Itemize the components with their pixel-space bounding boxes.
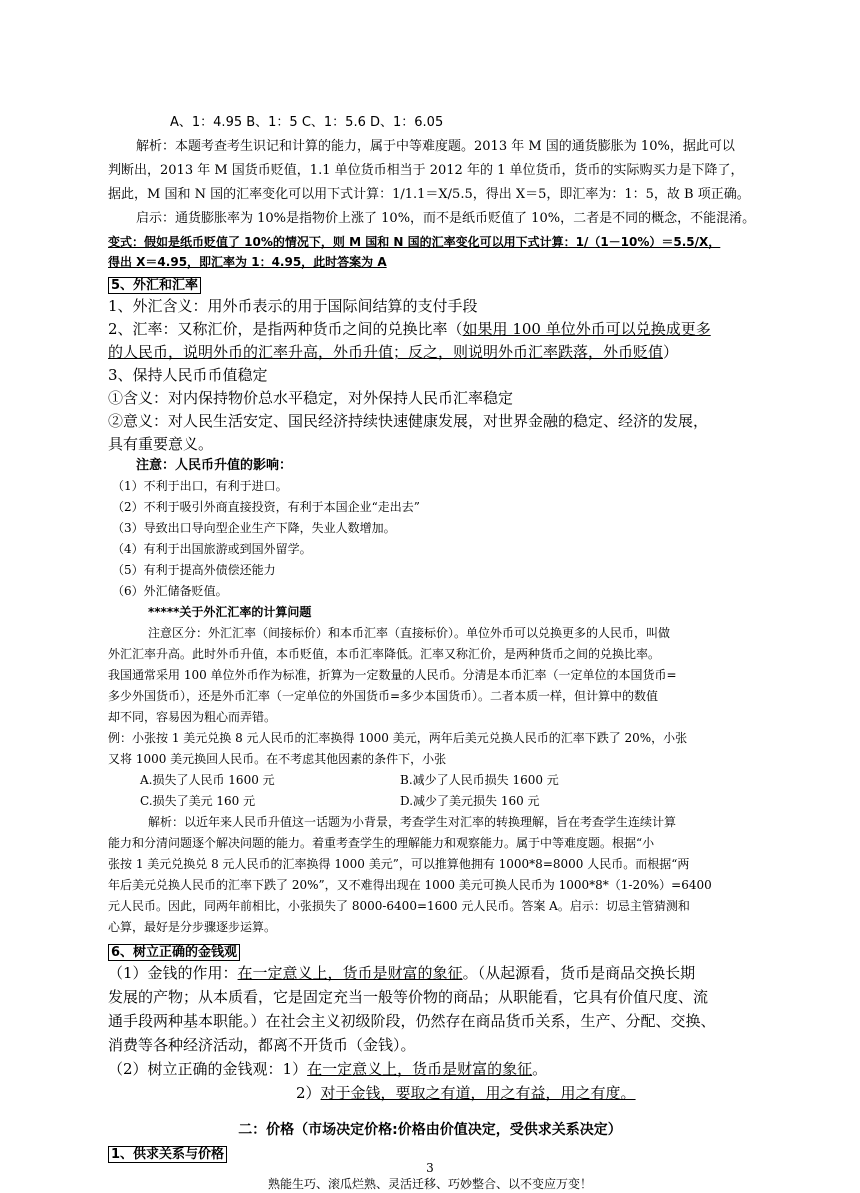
paragraph: 3、保持人民币币值稳定 bbox=[108, 366, 268, 384]
option-c: C.损失了美元 160 元 bbox=[140, 794, 256, 808]
option-b: B.减少了人民币损失 1600 元 bbox=[400, 773, 559, 787]
paragraph bbox=[108, 1058, 547, 1080]
note-item: （4）有利于出国旅游或到国外留学。 bbox=[112, 542, 312, 556]
calc-line: 外汇汇率升高。此时外币升值，本币贬值，本币汇率降低。汇率又称汇价，是两种货币之间的兑换比率。 bbox=[108, 647, 661, 661]
note-item: （6）外汇储备贬值。 bbox=[112, 584, 228, 598]
answer-options: A、1：4.95 B、1：5 C、1：5.6 D、1：6.05 bbox=[170, 115, 444, 130]
solution-line: 张按 1 美元兑换兑 8 元人民币的汇率换得 1000 美元”，可以推算他拥有 1000*8=8000 人民币。而根据“两 bbox=[108, 857, 690, 871]
analysis-line: 解析：本题考查考生识记和计算的能力，属于中等难度题。2013 年 M 国的通货膨胀为 10%，据此可以 bbox=[136, 139, 735, 154]
calc-line: 我国通常采用 100 单位外币作为标准，折算为一定数量的人民币。分清是本币汇率（一定单位的本国货币= bbox=[108, 668, 677, 682]
note-item: （5）有利于提高外债偿还能力 bbox=[112, 563, 276, 577]
option-a: A.损失了人民币 1600 元 bbox=[140, 773, 275, 787]
example-line: 例：小张按 1 美元兑换 8 元人民币的汇率换得 1000 美元，两年后美元兑换人民币的汇率下跌了 20%，小张 bbox=[108, 731, 688, 745]
solution-line: 能力和分清问题逐个解决问题的能力。着重考查学生的理解能力和观察能力。属于中等难度题。根据“小 bbox=[108, 836, 655, 850]
solution-line: 解析：以近年来人民币升值这一话题为小背景，考查学生对汇率的转换理解，旨在考查学生连续计算 bbox=[148, 815, 677, 829]
paragraph: 1、外汇含义：用外币表示的用于国际间结算的支付手段 bbox=[108, 297, 478, 315]
analysis-line: 据此，M 国和 N 国的汇率变化可以用下式计算：1/1.1＝X/5.5，得出 X＝5，即汇率为：1：5，故 B 项正确。 bbox=[108, 187, 750, 202]
analysis-line: 判断出，2013 年 M 国货币贬值，1.1 单位货币相当于 2012 年的 1 单位货币，货币的实际购买力是下降了， bbox=[108, 163, 744, 178]
section-heading-label: 6、树立正确的金钱观 bbox=[108, 944, 240, 961]
text-run: 2、汇率：又称汇价，是指两种货币之间的兑换比率（ bbox=[108, 320, 463, 338]
note-item: （1）不利于出口，有利于进口。 bbox=[112, 479, 288, 493]
footer-motto: 熟能生巧、滚瓜烂熟、灵活迁移、巧妙整合、以不变应万变！ bbox=[267, 1177, 592, 1191]
page-number: 3 bbox=[426, 1161, 434, 1175]
text-run: （1）金钱的作用： bbox=[108, 964, 238, 982]
paragraph: 具有重要意义。 bbox=[108, 435, 214, 453]
section-heading-label: 1、供求关系与价格 bbox=[108, 1146, 227, 1163]
paragraph: ②意义：对人民生活安定、国民经济持续快速健康发展，对世界金融的稳定、经济的发展， bbox=[108, 412, 709, 430]
text-run: 2） bbox=[296, 1084, 321, 1102]
text-run: （2）树立正确的金钱观：1） bbox=[108, 1060, 308, 1078]
part-title: 二：价格（市场决定价格:价格由价值决定，受供求关系决定） bbox=[238, 1122, 622, 1138]
variant-line: 变式：假如是纸币贬值了 10%的情况下，则 M 国和 N 国的汇率变化可以用下式计算：1/（1－10%）＝5.5/X， bbox=[108, 235, 721, 249]
underlined-text: 对于金钱，要取之有道，用之有益，用之有度。 bbox=[320, 1084, 636, 1102]
underlined-text: 的人民币，说明外币的汇率升高，外币升值；反之，则说明外币汇率跌落，外币贬值 bbox=[108, 343, 664, 361]
text-run: ） bbox=[663, 343, 679, 361]
paragraph: 通手段两种基本职能。）在社会主义初级阶段，仍然存在商品货币关系，生产、分配、交换、 bbox=[108, 1012, 716, 1030]
underlined-text: 在一定意义上，货币是财富的象征 bbox=[237, 964, 463, 982]
solution-line: 元人民币。因此，同两年前相比，小张损失了 8000-6400=1600 元人民币。答案 A。启示：切忌主管猜测和 bbox=[108, 899, 690, 913]
underlined-text: 如果用 100 单位外币可以兑换成更多 bbox=[462, 320, 711, 338]
variant-line: 得出 X＝4.95，即汇率为 1：4.95，此时答案为 A bbox=[108, 255, 387, 269]
text-run: 。（从起源看，货币是商品交换长期 bbox=[462, 964, 696, 982]
note-item: （2）不利于吸引外商直接投资，有利于本国企业“走出去” bbox=[112, 500, 420, 514]
section-heading-label: 5、外汇和汇率 bbox=[108, 277, 201, 294]
calc-line: 却不同，容易因为粗心而弄错。 bbox=[108, 710, 277, 724]
text-run: 。 bbox=[532, 1060, 548, 1078]
example-line: 又将 1000 美元换回人民币。在不考虑其他因素的条件下，小张 bbox=[108, 752, 447, 766]
section-heading bbox=[108, 274, 201, 295]
option-d: D.减少了美元损失 160 元 bbox=[400, 794, 540, 808]
underlined-text: 在一定意义上，货币是财富的象征 bbox=[307, 1060, 533, 1078]
paragraph bbox=[296, 1082, 636, 1104]
calc-line: 多少外国货币），还是外币汇率（一定单位的外国货币=多少本国货币）。二者本质一样，但计算中的数值 bbox=[108, 689, 659, 703]
note-item: （3）导致出口导向型企业生产下降，失业人数增加。 bbox=[112, 521, 396, 535]
solution-line: 心算，最好是分步骤逐步运算。 bbox=[108, 920, 277, 934]
hint-line: 启示：通货膨胀率为 10%是指物价上涨了 10%，而不是纸币贬值了 10%，二者是不同的概念，不能混淆。 bbox=[136, 211, 756, 226]
paragraph bbox=[108, 962, 695, 984]
solution-line: 年后美元兑换人民币的汇率下跌了 20%”，又不难得出现在 1000 美元可换人民币为 1000*8*（1-20%）=6400 bbox=[108, 878, 712, 892]
paragraph: 消费等各种经济活动，都离不开货币（金钱）。 bbox=[108, 1036, 416, 1054]
paragraph bbox=[108, 341, 678, 363]
calc-title: *****关于外汇汇率的计算问题 bbox=[148, 605, 312, 619]
paragraph bbox=[108, 318, 711, 340]
section-heading bbox=[108, 941, 240, 962]
calc-line: 注意区分：外汇汇率（间接标价）和本币汇率（直接标价）。单位外币可以兑换更多的人民币，叫做 bbox=[148, 626, 671, 640]
paragraph: 发展的产物；从本质看，它是固定充当一般等价物的商品；从职能看，它具有价值尺度、流 bbox=[108, 988, 709, 1006]
note-title: 注意：人民币升值的影响： bbox=[136, 458, 293, 473]
paragraph: ①含义：对内保持物价总水平稳定，对外保持人民币汇率稳定 bbox=[108, 389, 514, 407]
